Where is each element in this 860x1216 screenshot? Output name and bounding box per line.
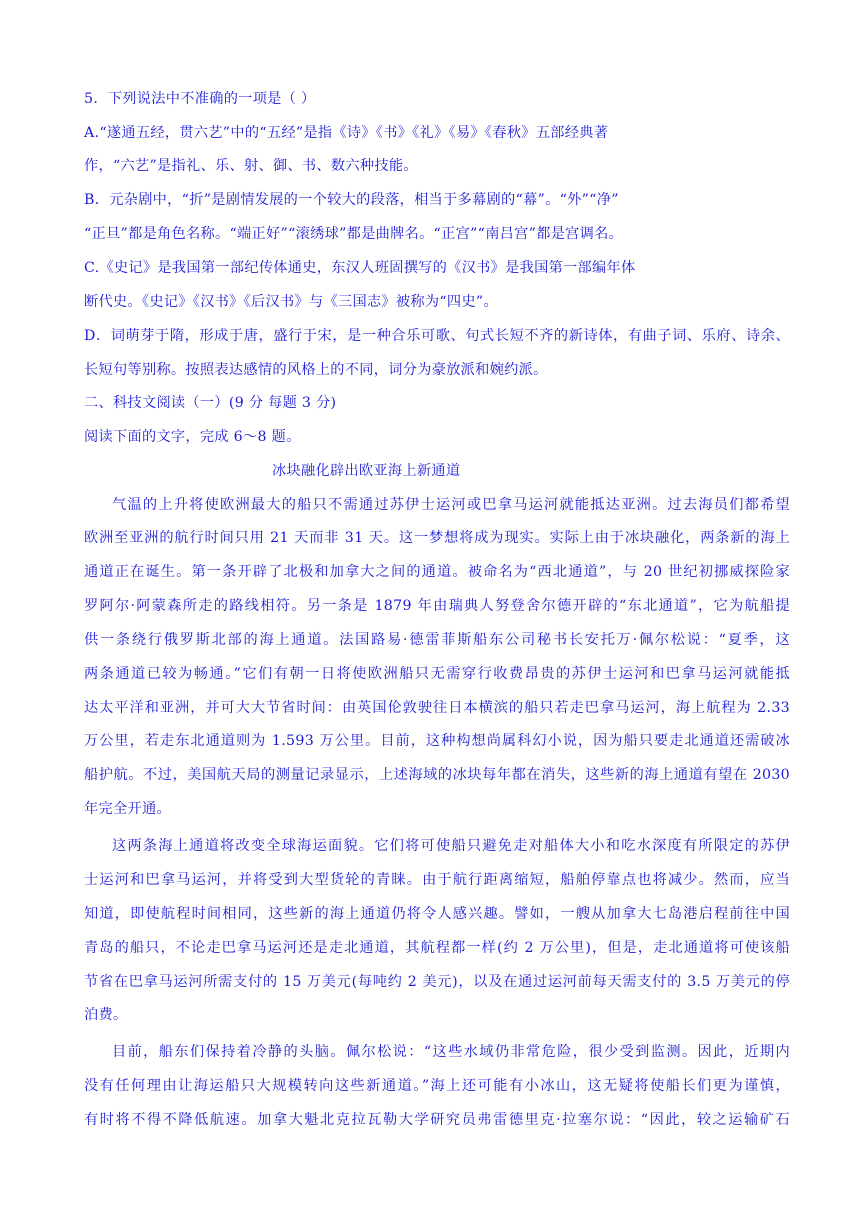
paragraph-1-line: 年完全开通。: [84, 801, 171, 817]
paragraph-1-line: 通道正在诞生。第一条开辟了北极和加拿大之间的通道。被命名为“西北通道”，与 20 世纪初挪威探险家: [84, 564, 790, 580]
option-d-line-1: D．词萌芽于隋，形成于唐，盛行于宋，是一种合乐可歌、句式长短不齐的新诗体，有曲子词、乐府、诗余、: [84, 328, 790, 344]
paragraph-3-line: 目前，船东们保持着冷静的头脑。佩尔松说：“这些水域仍非常危险，很少受到监测。因此，近期内: [112, 1044, 790, 1060]
option-c-line-1: C.《史记》是我国第一部纪传体通史，东汉人班固撰写的《汉书》是我国第一部编年体: [84, 260, 636, 276]
option-b-line-1: B．元杂剧中，“折”是剧情发展的一个较大的段落，相当于多幕剧的“幕”。“外”“净”: [84, 192, 619, 208]
paragraph-2-line: 这两条海上通道将改变全球海运面貌。它们将可使船只避免走对船体大小和吃水深度有所限定的苏伊: [112, 838, 790, 854]
paragraph-2-line: 泊费。: [84, 1007, 128, 1023]
paragraph-3-line: 没有任何理由让海运船只大规模转向这些新通道。”海上还可能有小冰山，这无疑将使船长们更为谨慎，: [84, 1078, 790, 1094]
reading-instruction: 阅读下面的文字，完成 6～8 题。: [84, 429, 301, 445]
paragraph-2-line: 知道，即使航程时间相同，这些新的海上通道仍将令人感兴趣。譬如，一艘从加拿大七岛港启程前往中国: [84, 906, 790, 922]
paragraph-1-line: 两条通道已较为畅通。”它们有朝一日将使欧洲船只无需穿行收费昂贵的苏伊士运河和巴拿马运河就能抵: [84, 666, 790, 682]
option-a-line-2: 作，“六艺”是指礼、乐、射、御、书、数六种技能。: [84, 158, 418, 174]
option-b-line-2: “正旦”都是角色名称。“端正好”“滚绣球”都是曲牌名。“正宫”“南吕宫”都是宫调名。: [84, 226, 624, 242]
option-d-line-2: 长短句等别称。按照表达感情的风格上的不同，词分为豪放派和婉约派。: [84, 362, 548, 378]
paragraph-2-line: 节省在巴拿马运河所需支付的 15 万美元(每吨约 2 美元)，以及在通过运河前每天需支付的 3.5 万美元的停: [84, 974, 790, 990]
paragraph-3-line: 有时将不得不降低航速。加拿大魁北克拉瓦勒大学研究员弗雷德里克·拉塞尔说：“因此，较之运输矿石: [84, 1112, 790, 1128]
paragraph-1-line: 罗阿尔·阿蒙森所走的路线相符。另一条是 1879 年由瑞典人努登舍尔德开辟的“东北通道”，它为航船提: [84, 598, 790, 614]
paragraph-1-line: 达太平洋和亚洲，并可大大节省时间：由英国伦敦驶往日本横滨的船只若走巴拿马运河，海上航程为 2.33: [84, 700, 790, 716]
paragraph-1-line: 气温的上升将使欧洲最大的船只不需通过苏伊士运河或巴拿马运河就能抵达亚洲。过去海员们都希望: [112, 497, 790, 513]
paragraph-2-line: 青岛的船只，不论走巴拿马运河还是走北通道，其航程都一样(约 2 万公里)，但是，走北通道将可使该船: [84, 940, 790, 956]
paragraph-1-line: 供一条绕行俄罗斯北部的海上通道。法国路易·德雷菲斯船东公司秘书长安托万·佩尔松说：“夏季，这: [84, 632, 790, 648]
question-5-stem: 5．下列说法中不准确的一项是（ ）: [84, 91, 316, 107]
section-heading: 二、科技文阅读（一）(9 分 每题 3 分): [84, 395, 337, 411]
article-title: 冰块融化辟出欧亚海上新通道: [272, 463, 461, 479]
option-c-line-2: 断代史。《史记》《汉书》《后汉书》与《三国志》被称为“四史”。: [84, 294, 498, 310]
option-a-line-1: A.“遂通五经，贯六艺”中的“五经”是指《诗》《书》《礼》《易》《春秋》五部经典著: [84, 125, 609, 141]
paragraph-1-line: 欧洲至亚洲的航行时间只用 21 天而非 31 天。这一梦想将成为现实。实际上由于冰块融化，两条新的海上: [84, 530, 790, 546]
paragraph-1-line: 船护航。不过，美国航天局的测量记录显示，上述海域的冰块每年都在消失，这些新的海上通道有望在 2030: [84, 767, 790, 783]
paragraph-2-line: 士运河和巴拿马运河，并将受到大型货轮的青睐。由于航行距离缩短，船舶停靠点也将减少。然而，应当: [84, 872, 790, 888]
paragraph-1-line: 万公里，若走东北通道则为 1.593 万公里。目前，这种构想尚属科幻小说，因为船只要走北通道还需破冰: [84, 733, 790, 749]
